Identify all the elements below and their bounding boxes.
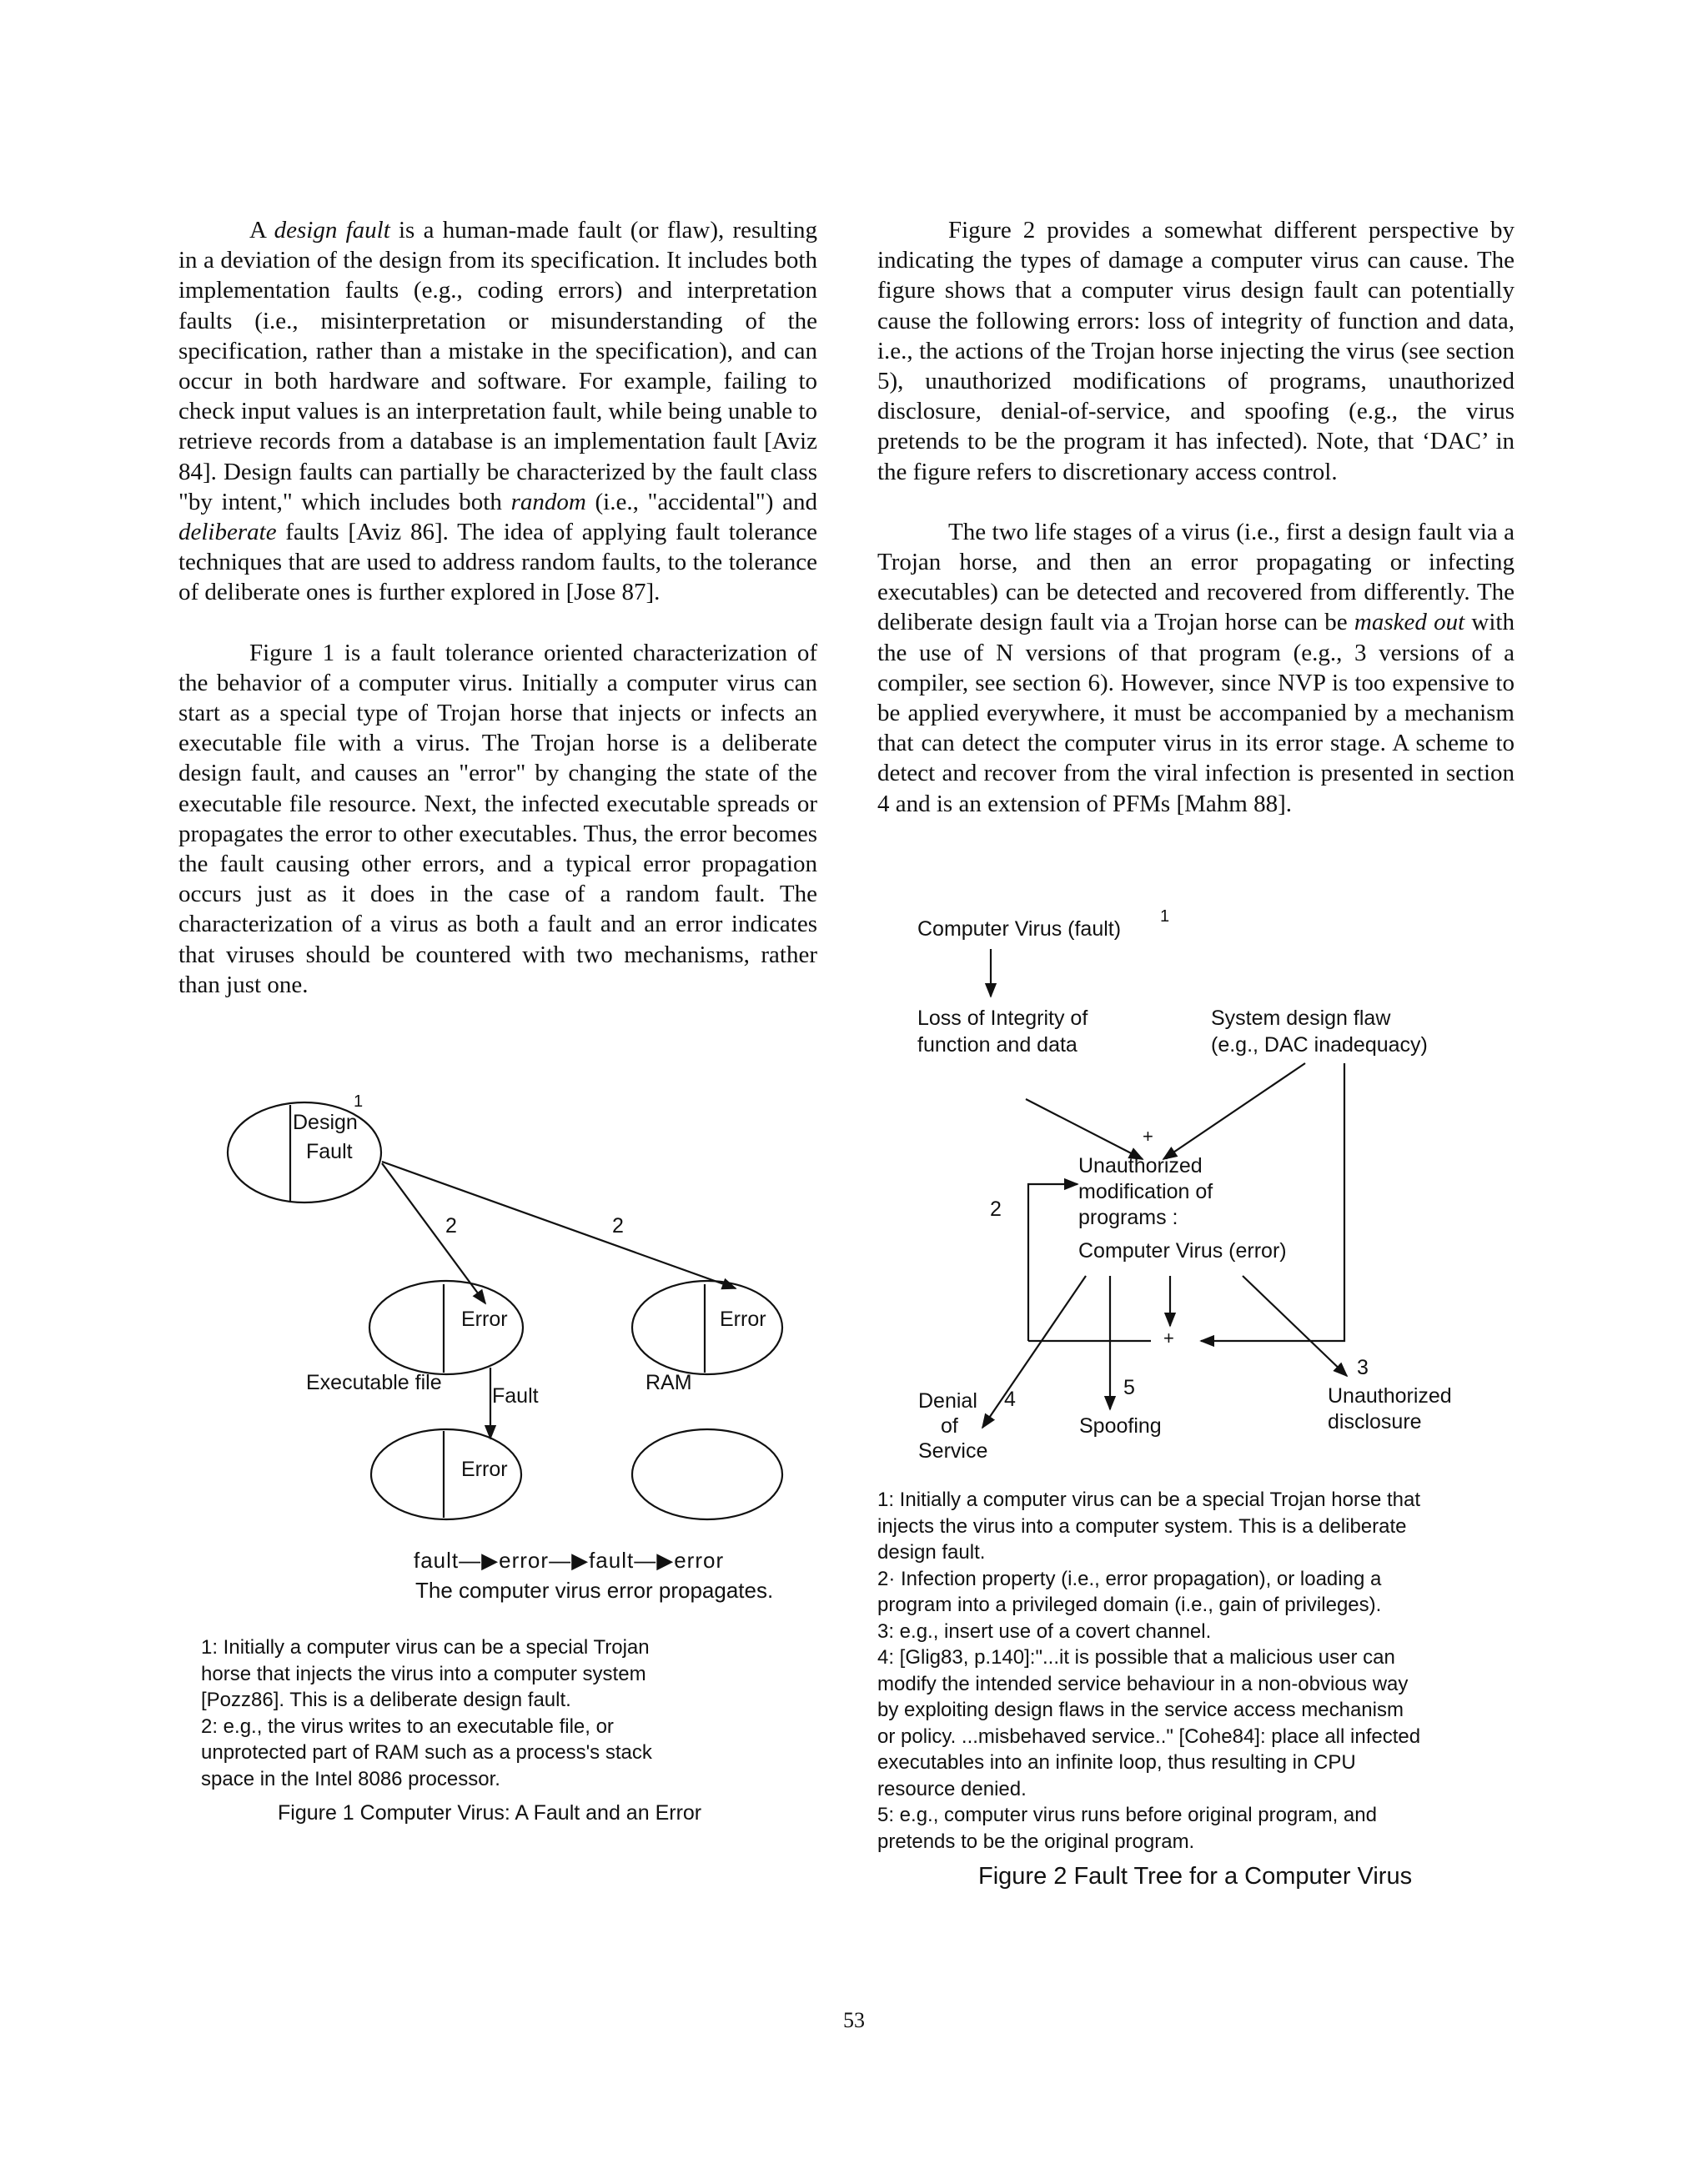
error-label-bottom: Error — [461, 1458, 508, 1481]
edge-to-disclosure — [1243, 1276, 1347, 1376]
figure-2-note-line: program into a privileged domain (i.e., gain of privileges). — [877, 1594, 1382, 1616]
fault-arrow-label: Fault — [492, 1384, 539, 1408]
executable-file-label: Executable file — [306, 1371, 442, 1394]
figure-2-notes — [877, 1487, 1420, 1855]
figure-2-note-line: by exploiting design flaws in the service access mechanism — [877, 1699, 1404, 1721]
term-design-fault: design fault — [274, 217, 390, 244]
figure-2-caption: Figure 2 Fault Tree for a Computer Virus — [978, 1863, 1413, 1890]
figure-2-note-line: modify the intended service behaviour in a non-obvious way — [877, 1672, 1409, 1695]
figure-1-caption: Figure 1 Computer Virus: A Fault and an Error — [278, 1801, 702, 1825]
unauth-mod-label-1: Unauthorized — [1078, 1154, 1203, 1177]
plus-node-top: + — [1143, 1126, 1153, 1147]
denial-label-1: Denial — [918, 1389, 977, 1413]
figure-1-note-line: horse that injects the virus into a computer system — [201, 1662, 646, 1685]
virus-error-label: Computer Virus (error) — [1078, 1239, 1287, 1263]
term-masked-out: masked out — [1354, 609, 1465, 636]
figure-2-note-line: executables into an infinite loop, thus resulting in CPU — [877, 1751, 1356, 1774]
plus-node-bottom: + — [1163, 1328, 1174, 1348]
edge-label-left: 2 — [445, 1214, 457, 1238]
chain-arrow-icon: —▶ — [634, 1548, 675, 1573]
loop-label: 2 — [990, 1197, 1002, 1221]
error-label-exec: Error — [461, 1308, 508, 1331]
paragraph-design-fault: A design fault is a human-made fault (or flaw), resulting in a deviation of the design from its specification. It includes both implementation faults (e.g., coding errors) and interpretation faults (i.e., misinterpretation or misunderstanding of the specification, rather than a mistake in the specification), and can occur in both hardware and software. For example, failing to check input values is an interpretation fault, while being unable to retrieve records from a database is an implementation fault [Aviz 84]. Design faults can partially be characterized by the fault class "by intent," which includes both random (i.e., "accidental") and deliberate faults [Aviz 86]. The idea of applying fault tolerance techniques that are used to address random faults, to the tolerance of deliberate ones is further explored in [Jose 87]. — [178, 217, 818, 606]
figure-2-note-line: 2· Infection property (i.e., error propagation), or loading a — [877, 1567, 1382, 1590]
edge-loss-to-plus — [1026, 1099, 1143, 1159]
disclosure-label-2: disclosure — [1328, 1410, 1422, 1433]
loss-integrity-label-2: function and data — [917, 1033, 1078, 1057]
root-footnote-marker: 1 — [1160, 907, 1170, 926]
term-random: random — [510, 488, 586, 515]
edge-flaw-to-plus — [1163, 1063, 1305, 1159]
unauth-mod-label-2: modification of — [1078, 1180, 1213, 1203]
design-label: Design — [293, 1111, 358, 1134]
loss-integrity-label-1: Loss of Integrity of — [917, 1007, 1088, 1030]
figure-2-note-line: 4: [Glig83, p.140]:"...it is possible that a malicious user can — [877, 1646, 1395, 1669]
figure-2-note-line: pretends to be the original program. — [877, 1830, 1195, 1853]
figure-2-note-line: 1: Initially a computer virus can be a special Trojan horse that — [877, 1489, 1420, 1511]
edge-to-denial — [982, 1276, 1086, 1428]
unauth-mod-label-3: programs : — [1078, 1206, 1178, 1229]
figure-1-note-line: space in the Intel 8086 processor. — [201, 1767, 500, 1790]
loop-arrow — [1028, 1184, 1078, 1341]
spoofing-label: Spoofing — [1079, 1414, 1162, 1438]
denial-label-2: of — [941, 1414, 958, 1438]
error-label-ram: Error — [720, 1308, 766, 1331]
figure-2-note-line: 5: e.g., computer virus runs before original program, and — [877, 1804, 1377, 1826]
paragraph-figure-1-intro: Figure 1 is a fault tolerance oriented characterization of the behavior of a computer virus. Initially a computer virus can start as a special type of Trojan horse that injects or infects an executable file with a virus. The Trojan horse is a deliberate design fault, and causes an "error" by changing the state of the executable file resource. Next, the infected executable spreads or propagates the error to other executables. Thus, the error becomes the fault causing other errors, and a typical error propagation occurs just as it does in the case of a random fault. The characterization of a virus as both a fault and an error indicates that viruses should be countered with two mechanisms, rather than just one. — [178, 639, 817, 998]
figure-1-note-line: 2: e.g., the virus writes to an executable file, or — [201, 1715, 614, 1738]
chain-arrow-icon: —▶ — [459, 1548, 500, 1573]
figure-1-note-line: 1: Initially a computer virus can be a special Trojan — [201, 1636, 650, 1659]
figure-2-note-line: design fault. — [877, 1541, 986, 1564]
disclosure-number: 3 — [1357, 1356, 1369, 1379]
edge-label-right: 2 — [612, 1214, 624, 1238]
paragraph-life-stages: The two life stages of a virus (i.e., first a design fault via a Trojan horse, and then an error propagating or infecting executables) can be detected and recovered from differently. The deliberate design fault via a Trojan horse can be masked out with the use of N versions of that program (e.g., 3 versions of a compiler, see section 6). However, since NVP is too expensive to be applied everywhere, it must be accompanied by a mechanism that can detect the computer virus in its error stage. A scheme to detect and recover from the viral infection is presented in section 4 and is an extension of PFMs [Mahm 88]. — [877, 518, 1515, 817]
chain-arrow-icon: —▶ — [549, 1548, 590, 1573]
page-number: 53 — [843, 2008, 865, 2032]
root-node-label: Computer Virus (fault) — [917, 917, 1122, 941]
edge-flaw-to-bottom-plus — [1201, 1063, 1344, 1341]
denial-number: 4 — [1004, 1388, 1016, 1411]
figure-2-note-line: injects the virus into a computer system. This is a deliberate — [877, 1514, 1407, 1538]
design-flaw-label-2: (e.g., DAC inadequacy) — [1211, 1033, 1428, 1057]
figure-2-note-line: resource denied. — [877, 1777, 1027, 1800]
fault-label: Fault — [306, 1140, 353, 1163]
design-footnote-marker: 1 — [354, 1092, 364, 1111]
denial-label-3: Service — [918, 1439, 988, 1463]
propagation-caption: The computer virus error propagates. — [415, 1578, 774, 1603]
disclosure-label-1: Unauthorized — [1328, 1384, 1452, 1408]
design-flaw-label-1: System design flaw — [1211, 1007, 1391, 1030]
spoofing-number: 5 — [1123, 1376, 1135, 1399]
ram-label: RAM — [646, 1371, 692, 1394]
figure-1-note-line: unprotected part of RAM such as a process's stack — [201, 1741, 652, 1764]
propagation-chain: fault—▶error—▶fault—▶error — [414, 1548, 725, 1573]
figure-2-note-line: or policy. ...misbehaved service.." [Cohe84]: place all infected — [877, 1725, 1421, 1748]
term-deliberate: deliberate — [178, 519, 277, 546]
figure-1-note-line: [Pozz86]. This is a deliberate design fault. — [201, 1689, 571, 1711]
figure-2-note-line: 3: e.g., insert use of a covert channel. — [877, 1619, 1212, 1643]
paragraph-figure-2-intro: Figure 2 provides a somewhat different perspective by indicating the types of damage a computer virus can cause. The figure shows that a computer virus design fault can potentially cause the following errors: loss of integrity of function and data, i.e., the actions of the Trojan horse injecting the virus (see section 5), unauthorized modifications of programs, unauthorized disclosure, denial-of-service, and spoofing (e.g., the virus pretends to be the program it has infected). Note, that ‘DAC’ in the figure refers to discretionary access control. — [877, 217, 1515, 485]
